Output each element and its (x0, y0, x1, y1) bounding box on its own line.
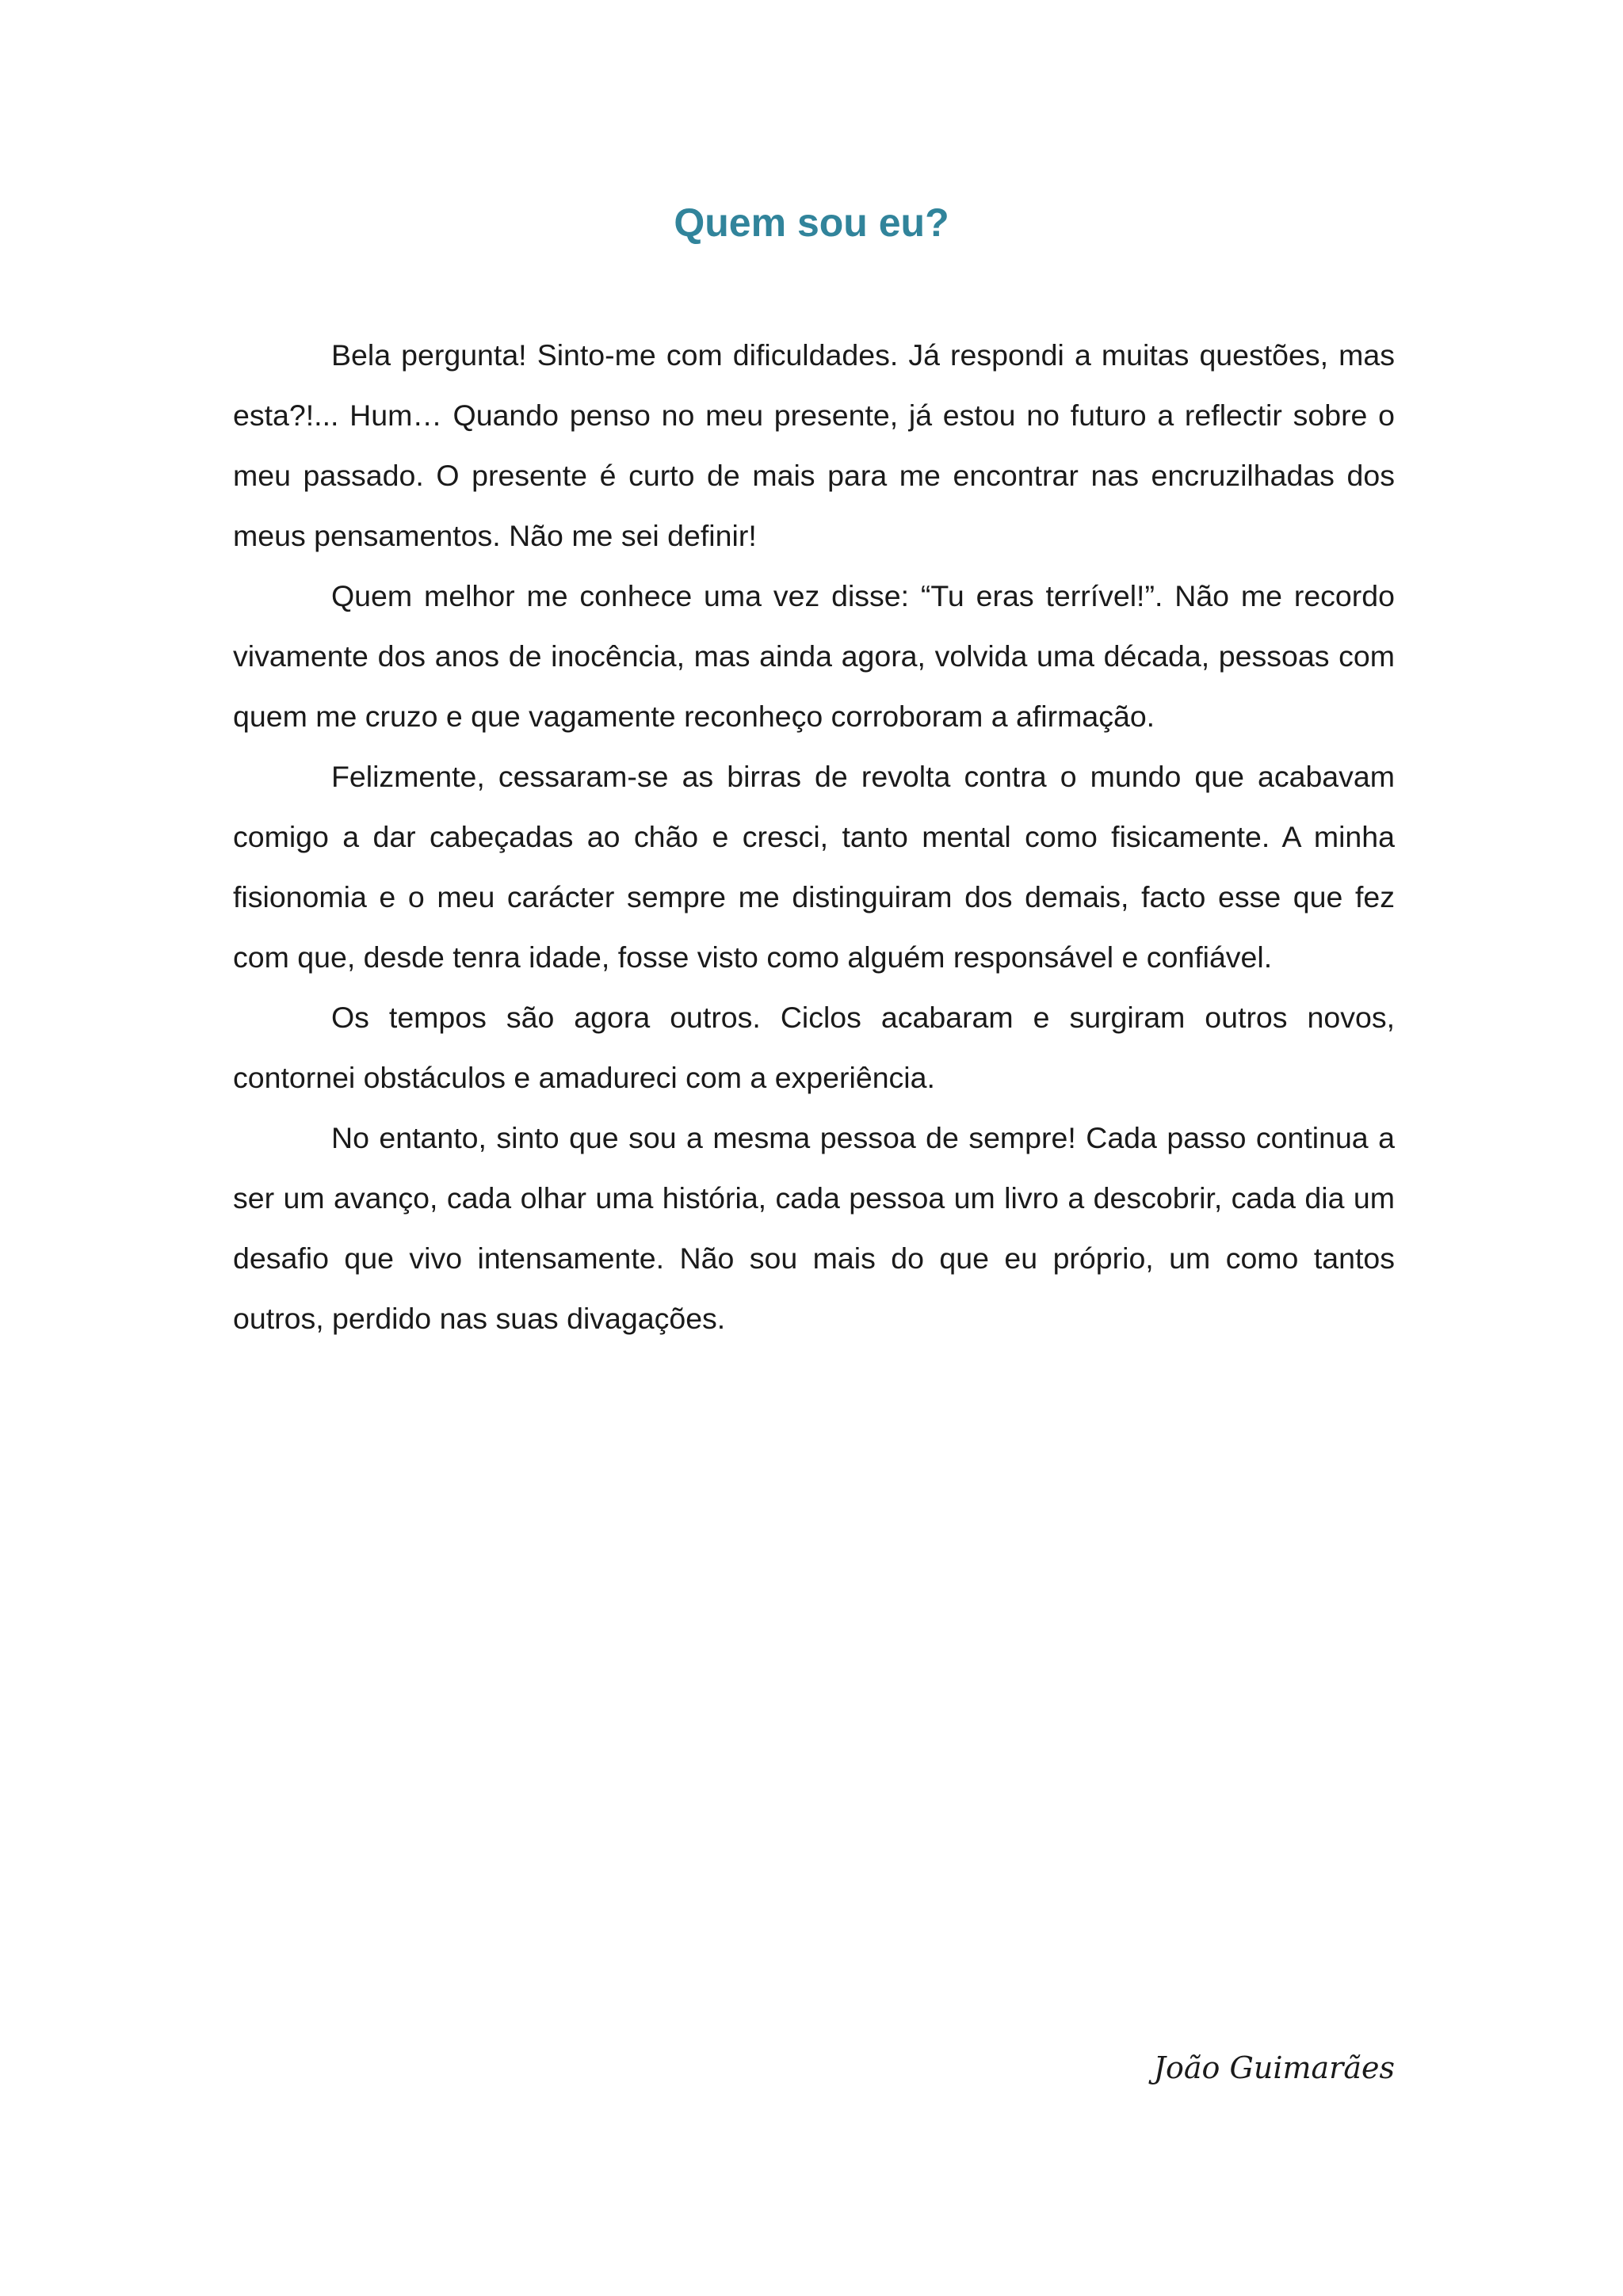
paragraph-5: No entanto, sinto que sou a mesma pessoa de sempre! Cada passo continua a ser um avanço, cada olhar uma história, cada pessoa um livro a descobrir, cada dia um desafio que vivo intensamente. Não sou mais do que eu próprio, um como tantos outros, perdido nas suas divagações. (233, 1121, 1395, 1335)
paragraph-4: Os tempos são agora outros. Ciclos acabaram e surgiram outros novos, contornei obstáculos e amadureci com a experiência. (233, 1001, 1395, 1094)
paragraph-2: Quem melhor me conhece uma vez disse: “Tu eras terrível!”. Não me recordo vivamente dos anos de inocência, mas ainda agora, volvida uma década, pessoas com quem me cruzo e que vagamente reconheço corroboram a afirmação. (233, 579, 1395, 733)
paragraph-3: Felizmente, cessaram-se as birras de revolta contra o mundo que acabavam comigo a dar cabeçadas ao chão e cresci, tanto mental como fisicamente. A minha fisionomia e o meu carácter sempre me distinguiram dos demais, facto esse que fez com que, desde tenra idade, fosse visto como alguém responsável e confiável. (233, 760, 1395, 974)
document-body (233, 325, 1395, 1348)
document-title: Quem sou eu? (674, 200, 949, 245)
author-signature: João Guimarães (1153, 2050, 1395, 2085)
paragraph-1: Bela pergunta! Sinto-me com dificuldades. Já respondi a muitas questões, mas esta?!... Hum… Quando penso no meu presente, já estou no futuro a reflectir sobre o meu passado. O presente é curto de mais para me encontrar nas encruzilhadas dos meus pensamentos. Não me sei definir! (233, 338, 1395, 552)
